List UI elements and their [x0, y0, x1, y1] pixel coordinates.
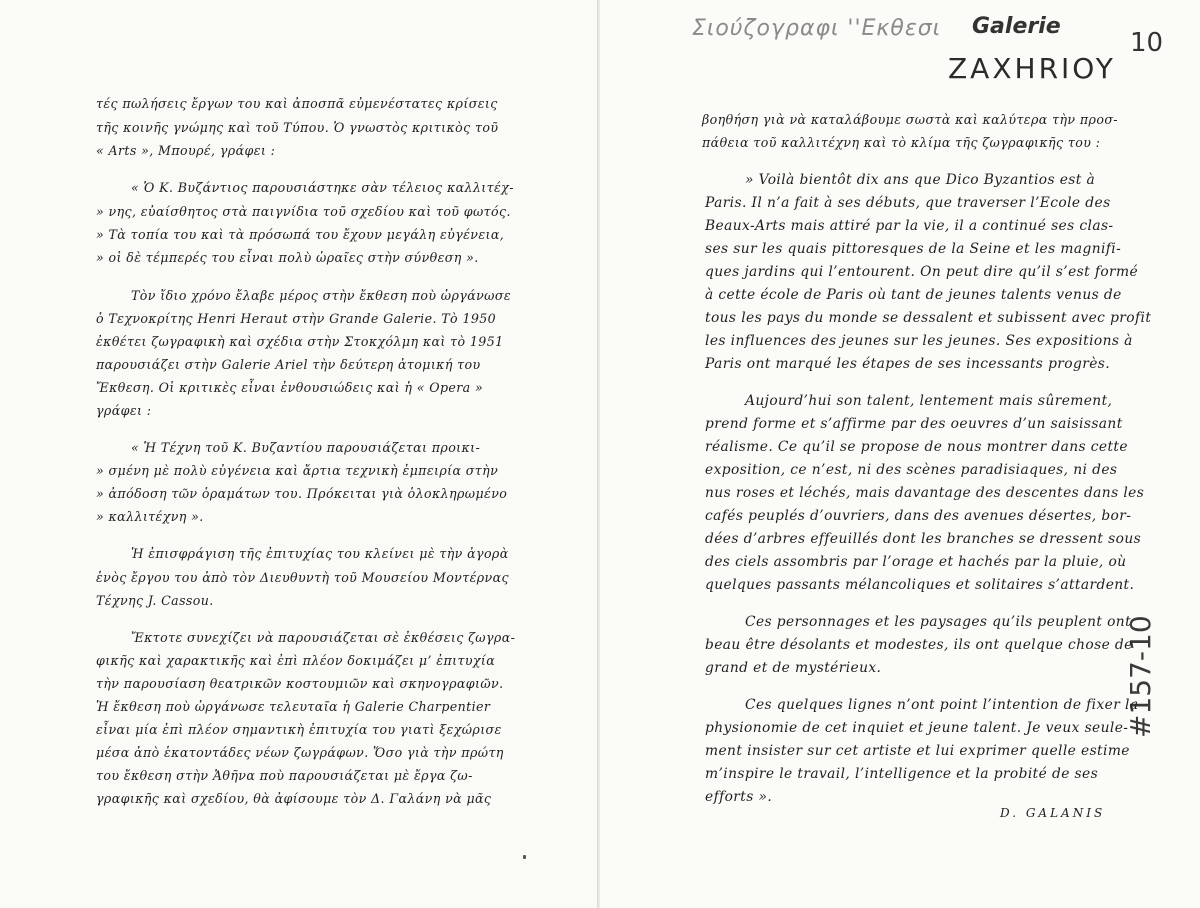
french-line: ques jardins qui l’entourent. On peut dire qu’il s’est formé	[705, 264, 1139, 280]
french-line: Paris. Il n’a fait à ses débuts, que traverser l’Ecole des	[705, 195, 1111, 211]
text-line: γράφει :	[96, 403, 152, 418]
quote-line: » ἀπόδοση τῶν ὁραμάτων του. Πρόκειται γιὰ ὁλοκληρωμένο	[96, 486, 508, 501]
french-line: prend forme et s’affirme par des oeuvres d’un saisissant	[705, 416, 1123, 432]
text-line: ἑνὸς ἔργου του ἀπὸ τὸν Διευθυντὴ τοῦ Μουσείου Μοντέρνας	[96, 570, 509, 585]
quote-line: » Τὰ τοπία του καὶ τὰ πρόσωπά του ἔχουν μεγάλη εὐγένεια,	[96, 227, 505, 242]
text-line: Ἔκθεση. Οἱ κριτικὲς εἶναι ἐνθουσιώδεις καὶ ἡ « Opera »	[96, 380, 484, 395]
text-line: Ἡ ἔκθεση ποὺ ὠργάνωσε τελευταῖα ἡ Galerie Charpentier	[96, 699, 491, 714]
text-line: μέσα ἀπὸ ἑκατοντάδες νέων ζωγράφων. Ὅσο γιὰ τὴν πρώτη	[96, 745, 504, 760]
french-line: Aujourd’hui son talent, lentement mais sûrement,	[745, 393, 1113, 409]
french-line: Beaux-Arts mais attiré par la vie, il a continué ses clas-	[705, 218, 1114, 234]
text-line: πάθεια τοῦ καλλιτέχνη καὶ τὸ κλίμα τῆς ζωγραφικῆς του :	[702, 135, 1101, 150]
french-line: Paris ont marqué les étapes de ses incessants progrès.	[705, 356, 1111, 372]
french-line: ment insister sur cet artiste et lui exprimer quelle estime	[705, 743, 1130, 759]
text-line: φικῆς καὶ χαρακτικῆς καὶ ἐπὶ πλέον δοκιμάζει μ’ ἐπιτυχία	[96, 653, 496, 668]
text-line: γραφικῆς καὶ σχεδίου, θὰ ἀφίσουμε τὸν Δ. Γαλάνη νὰ μᾶς	[96, 791, 492, 806]
french-line: Ces quelques lignes n’ont point l’intention de fixer la	[745, 697, 1139, 713]
quote-line: » σμένη μὲ πολὺ εὐγένεια καὶ ἄρτια τεχνικὴ ἐμπειρία στὴν	[96, 463, 499, 478]
french-line: efforts ».	[705, 789, 773, 805]
text-line: παρουσιάζει στὴν Galerie Ariel τὴν δεύτερη ἀτομική του	[96, 357, 481, 372]
french-line: réalisme. Ce qu’il se propose de nous montrer dans cette	[705, 439, 1128, 455]
french-line: » Voilà bientôt dix ans que Dico Byzantios est à	[745, 172, 1096, 188]
text-line: Ἔκτοτε συνεχίζει νὰ παρουσιάζεται σὲ ἐκθέσεις ζωγρα-	[131, 630, 516, 645]
handwritten-galerie: Galerie	[972, 14, 1061, 39]
french-line: nus roses et léchés, mais davantage des descentes dans les	[705, 485, 1145, 501]
text-line: Τὸν ἴδιο χρόνο ἔλαβε μέρος στὴν ἔκθεση ποὺ ὠργάνωσε	[131, 288, 511, 303]
text-line: Τέχνης J. Cassou.	[96, 593, 214, 608]
handwritten-note: Σιούζογραφι ''Εκθεσι	[692, 16, 942, 41]
text-line: τές πωλήσεις ἔργων του καὶ ἀποσπᾶ εὐμενέστατες κρίσεις	[96, 96, 498, 111]
french-line: quelques passants mélancoliques et solitaires s’attardent.	[705, 577, 1135, 593]
french-line: ses sur les quais pittoresques de la Seine et les magnifi-	[705, 241, 1122, 257]
text-line: βοηθήση γιὰ νὰ καταλάβουμε σωστὰ καὶ καλύτερα τὴν προσ-	[702, 112, 1118, 127]
handwritten-gallery-name: ZAXHRIOY	[948, 52, 1116, 85]
text-line: τῆς κοινῆς γνώμης καὶ τοῦ Τύπου. Ὁ γνωστὸς κριτικὸς τοῦ	[96, 120, 499, 135]
margin-note: #157-10	[1124, 615, 1157, 738]
french-line: physionomie de cet inquiet et jeune talent. Je veux seule-	[705, 720, 1129, 736]
french-line: grand et de mystérieux.	[705, 660, 882, 676]
text-line: ἐκθέτει ζωγραφικὴ καὶ σχέδια στὴν Στοκχόλμη καὶ τὸ 1951	[96, 334, 504, 349]
text-line: Ἡ ἐπισφράγιση τῆς ἐπιτυχίας του κλείνει μὲ τὴν ἀγορὰ	[131, 546, 509, 561]
french-line: Ces personnages et les paysages qu’ils peuplent ont	[745, 614, 1132, 630]
text-line: τὴν παρουσίαση θεατρικῶν κοστουμιῶν καὶ σκηνογραφιῶν.	[96, 676, 504, 691]
french-line: cafés peuplés d’ouvriers, dans des avenues désertes, bor-	[705, 508, 1132, 524]
quote-line: « Ἡ Τέχνη τοῦ Κ. Βυζαντίου παρουσιάζεται προικι-	[131, 440, 481, 455]
text-line: εἶναι μία ἐπὶ πλέον σημαντικὴ ἐπιτυχία του γιατὶ ξεχώρισε	[96, 722, 502, 737]
french-line: beau être désolants et modestes, ils ont quelque chose de	[705, 637, 1133, 653]
french-line: des ciels assombris par l’orage et hachés par la pluie, où	[705, 554, 1127, 570]
page-number: 10	[1130, 28, 1164, 58]
left-page	[0, 0, 598, 908]
french-line: exposition, ce n’est, ni des scènes paradisiaques, ni des	[705, 462, 1118, 478]
quote-line: » οἱ δὲ τέμπερές του εἶναι πολὺ ὡραῖες στὴν σύνθεση ».	[96, 250, 479, 265]
signature: D. GALANIS	[1000, 806, 1106, 820]
text-line: του ἔκθεση στὴν Ἀθῆνα ποὺ παρουσιάζεται μὲ ἔργα ζω-	[96, 768, 473, 783]
quote-line: » καλλιτέχνη ».	[96, 509, 204, 524]
quote-line: » νης, εὐαίσθητος στὰ παιγνίδια τοῦ σχεδίου καὶ τοῦ φωτός.	[96, 204, 511, 219]
french-line: m’inspire le travail, l’intelligence et la probité de ses	[705, 766, 1099, 782]
text-line: « Arts », Μπουρέ, γράφει :	[96, 143, 276, 158]
french-line: tous les pays du monde se dessalent et subissent avec profit	[705, 310, 1152, 326]
french-line: à cette école de Paris où tant de jeunes talents venus de	[705, 287, 1122, 303]
text-line: ὁ Τεχνοκρίτης Henri Heraut στὴν Grande Galerie. Τὸ 1950	[96, 311, 497, 326]
quote-line: « Ὁ Κ. Βυζάντιος παρουσιάστηκε σὰν τέλειος καλλιτέχ-	[131, 180, 514, 195]
french-line: dées d’arbres effeuillés dont les branches se dressent sous	[705, 531, 1142, 547]
french-line: les influences des jeunes sur les jeunes. Ses expositions à	[705, 333, 1133, 349]
ink-speck	[523, 855, 526, 859]
